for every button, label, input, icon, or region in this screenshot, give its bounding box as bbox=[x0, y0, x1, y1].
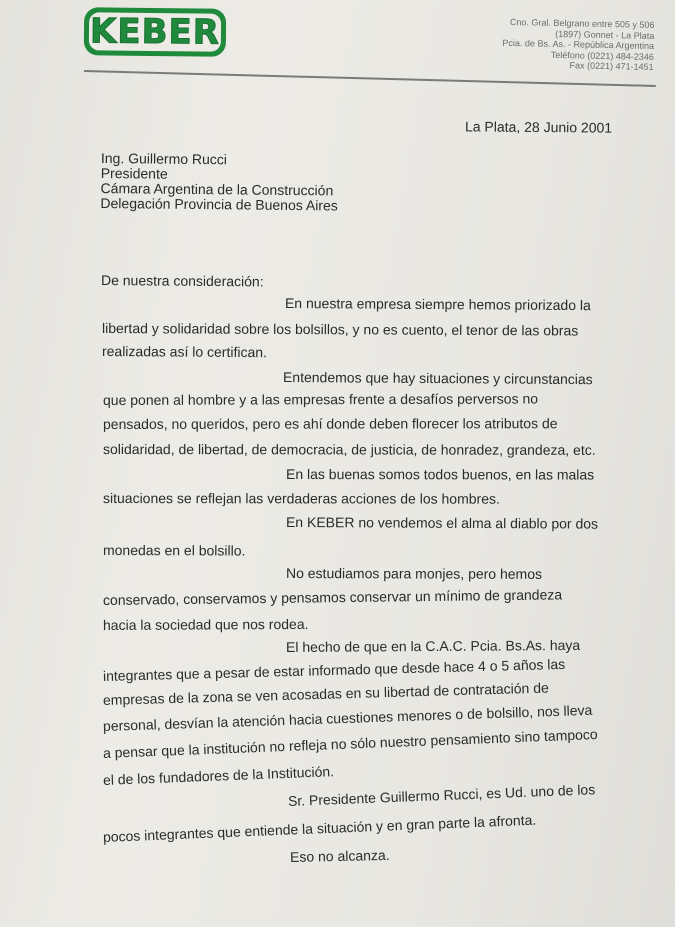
body-line: empresas de la zona se ven acosadas en su libertad de contratación de bbox=[102, 679, 550, 708]
body-line: personal, desvían la atención hacia cuestiones menores o de bolsillo, nos lleva bbox=[102, 701, 593, 734]
body-line: integrantes que a pesar de estar informado que desde hace 4 o 5 años las bbox=[102, 655, 566, 684]
recipient-organization: Cámara Argentina de la Construcción bbox=[100, 179, 334, 199]
body-line: No estudiamos para monjes, pero hemos bbox=[285, 565, 543, 582]
logo-text: KEBER bbox=[89, 11, 221, 53]
body-line: realizadas así lo certifican. bbox=[101, 343, 268, 361]
address-line-street: Cno. Gral. Belgrano entre 505 y 506 bbox=[510, 16, 655, 30]
address-line-fax: Fax (0221) 471-1451 bbox=[569, 60, 655, 72]
body-line: libertad y solidaridad sobre los bolsillos, y no es cuento, el tenor de las obras bbox=[101, 320, 579, 339]
body-line: monedas en el bolsillo. bbox=[102, 542, 246, 559]
body-line: En nuestra empresa siempre hemos priorizado la bbox=[284, 295, 591, 314]
address-line-city: (1897) Gonnet - La Plata bbox=[555, 28, 655, 41]
body-line: que ponen al hombre y a las empresas frente a desafíos perversos no bbox=[102, 390, 539, 408]
body-line: conservado, conservamos y pensamos conservar un mínimo de grandeza bbox=[102, 586, 563, 608]
recipient-title: Presidente bbox=[100, 164, 168, 182]
body-line: situaciones se reflejan las verdaderas acciones de los hombres. bbox=[102, 490, 500, 507]
letter-date: La Plata, 28 Junio 2001 bbox=[464, 118, 613, 136]
recipient-delegation: Delegación Provincia de Buenos Aires bbox=[100, 194, 338, 214]
closing-line: Eso no alcanza. bbox=[289, 846, 390, 865]
body-line: pocos integrantes que entiende la situación y en gran parte la afronta. bbox=[102, 811, 537, 845]
body-line: El hecho de que en la C.A.C. Pcia. Bs.As. haya bbox=[285, 636, 581, 655]
body-line: pensados, no queridos, pero es ahí donde deben florecer los atributos de bbox=[102, 415, 558, 432]
address-line-phone: Teléfono (0221) 484-2346 bbox=[551, 49, 655, 62]
body-line: solidaridad, de libertad, de democracia, de justicia, de honradez, grandeza, etc. bbox=[102, 441, 596, 458]
body-line: En las buenas somos todos buenos, en las malas bbox=[285, 466, 595, 483]
body-line: En KEBER no vendemos el alma al diablo por dos bbox=[285, 514, 599, 532]
address-line-province: Pcia. de Bs. As. - República Argentina bbox=[502, 37, 655, 51]
recipient-name: Ing. Guillermo Rucci bbox=[100, 150, 228, 168]
body-line: Entendemos que hay situaciones y circunstancias bbox=[282, 369, 593, 388]
body-line: Sr. Presidente Guillermo Rucci, es Ud. uno de los bbox=[287, 781, 596, 809]
body-line: el de los fundadores de la Institución. bbox=[102, 763, 335, 788]
body-line: a pensar que la institución no refleja no sólo nuestro pensamiento sino tampoco bbox=[102, 726, 598, 761]
salutation: De nuestra consideración: bbox=[100, 272, 264, 290]
body-line: hacia la sociedad que nos rodea. bbox=[102, 615, 309, 633]
